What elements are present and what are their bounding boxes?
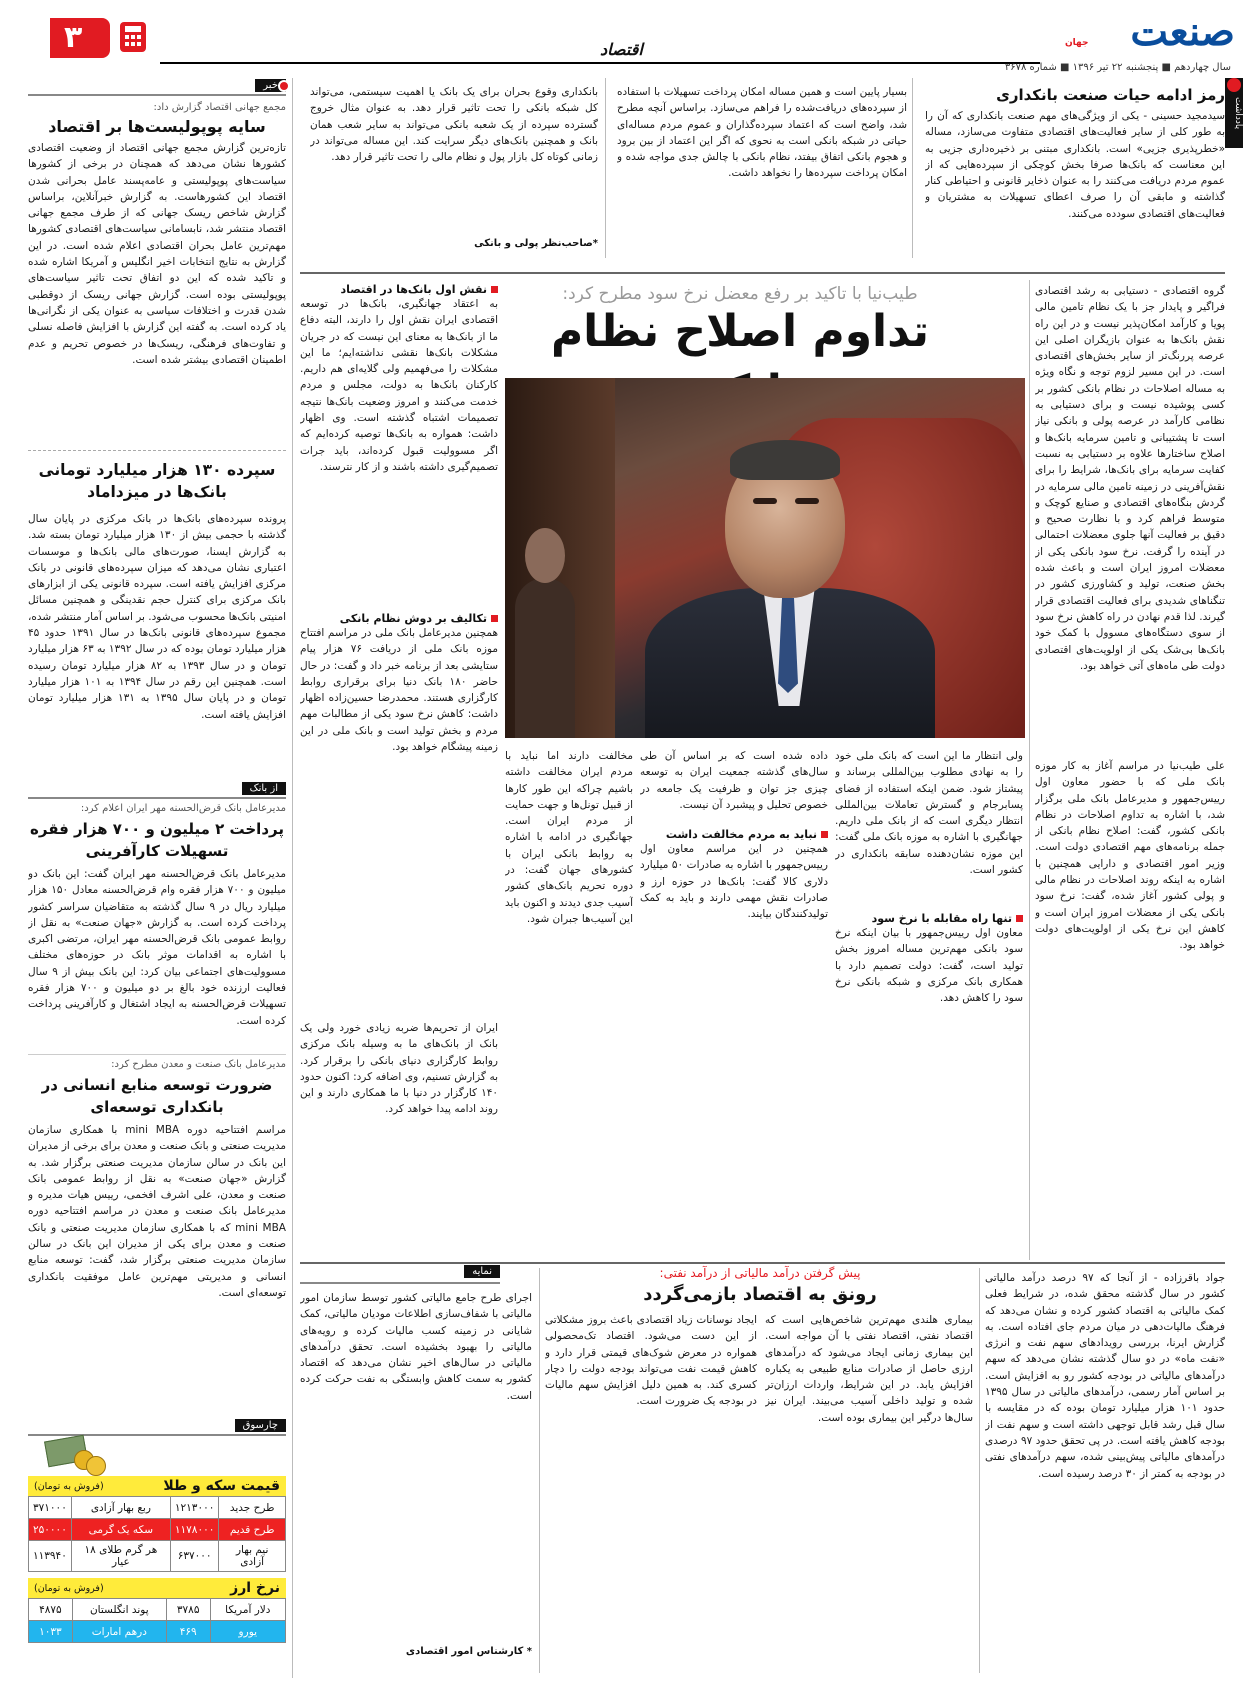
lead-col5-body: داده شده است که بر اساس آن طی سال‌های گذشته جمعیت ایران به توسعه چیزی جز توان و ظرفیت یک جامعه در خصوص تحلیل و پیشبرد آن نیست. xyxy=(640,750,828,811)
logo-sub: جهان xyxy=(1065,38,1089,48)
fx-row: دلار آمریکا ۳۷۸۵ پوند انگلستان ۴۸۷۵ xyxy=(29,1599,286,1621)
note-col-3 xyxy=(310,84,598,249)
bullet-square-icon xyxy=(1016,915,1023,922)
bottom-author: * کارشناس امور اقتصادی xyxy=(405,1646,532,1657)
note-tag-label: یادداشت xyxy=(1233,96,1243,130)
left-col-divider xyxy=(292,78,293,1678)
news-tag: خبر xyxy=(255,79,286,92)
masthead-rule xyxy=(160,62,1040,64)
lead-body-right: گروه اقتصادی - دستیابی به رشد اقتصادی فراگیر و پایدار جز با یک نظام تامین مالی پویا و کارآمد امکان‌پذیر نیست و در این راه نقش بانک‌ها به عنوان بازیگران اصلی این عرصه پررنگ‌تر از سایر بخش‌های اقتصادی است. در این مسیر لزوم توجه و نگاه ویژه به مساله اصلاحات در نظام بانکی کشور بر کسی پوشیده نیست و برای دستیابی به نظامی کارآمد در عرصه پولی و بانکی نیاز است تا پشتیبانی و تامین سرمایه بانک‌ها و اصلاح ساختارها علاوه بر دستیابی به نسبت کفایت سرمایه برای بانک‌ها، شرایط را برای نقش‌آفرینی در زمینه تامین مالی سرمایه در گردش بنگاه‌های اقتصادی و صنایع کوچک و متوسط فراهم کرد و با نظارت صحیح و دقیق بر فعالیت آنها جلوی معضلات احتمالی در آینده را گرفت. نرخ سود بانکی یکی از معضلات امروز ایران است و باعث شده بخش صنعت، تولید و کشاورزی کشور در تنگناهای شدیدی برای فعالیت اقتصادی قرار گیرند. لذا قدم نهادن در راه کاهش نرخ سود از سوی دستگاه‌های مسوول با کمک خود بانک‌ها بی‌شک یکی از اولویت‌های اقتصادی دولت طی ماه‌های آتی خواهد بود. xyxy=(1035,285,1225,672)
fx-unit: (فروش به تومان) xyxy=(34,1582,104,1594)
section-tag-bank xyxy=(28,781,286,799)
coins-title: قیمت سکه و طلا xyxy=(163,1478,280,1494)
coins-row: طرح قدیم ۱۱۷۸۰۰۰ سکه یک گرمی ۲۵۰۰۰۰ xyxy=(29,1519,286,1541)
coins-icon xyxy=(46,1432,110,1476)
lead-kicker: طیب‌نیا با تاکید بر رفع معضل نرخ سود مطرح کرد: xyxy=(562,284,918,304)
bullet-square-icon xyxy=(821,831,828,838)
lead-col3-body-1: به اعتقاد جهانگیری، بانک‌ها در توسعه اقتصادی ایران نقش اول را دارند، البته دفاع ما از بانک‌ها به معنای این نیست که در جریان مشکلات بانک‌ها نقشی نداشته‌ایم؛ ما این مشکلات را می‌فهمیم ولی گلایه‌ای هم داریم. کارکنان بانک‌ها به دولت، مجلس و مردم خدمت می‌کنند و امروز وضعیت بانک‌ها نتیجه تصمیمات اشتباه گذشته است. وی اظهار داشت: همواره به بانک‌ها توصیه کرده‌ایم که اگر مسوولیت قبول کرده‌اند، باید جرات تصمیم‌گیری داشته باشند و از کار نترسند. xyxy=(300,298,498,473)
lead-body-right-2: علی طیب‌نیا در مراسم آغاز به کار موزه بانک ملی که با حضور معاون اول رییس‌جمهور و مدیرعامل بانک ملی برگزار شد، با اشاره به تداوم اصلاحات در نظام بانکی کشور، گفت: اصلاح نظام بانکی از جمله برنامه‌های مهم اقتصادی دولت است. وزیر امور اقتصادی و دارایی همچنین با اشاره به اینکه روند اصلاحات در نظام مالی و پولی کشور آغاز شده، گفت: نرخ سود بانکی یکی از معضلات امروز ایران است و کاهش این نرخ یکی از اولویت‌های دولت خواهد بود. xyxy=(1035,760,1225,952)
masthead xyxy=(0,0,1253,73)
bullet-square-icon xyxy=(491,615,498,622)
logo xyxy=(1065,8,1235,58)
lead-col-7: ایران از تحریم‌ها ضربه زیادی خورد ولی یک بانک از بانک‌های ما به وسیله بانک مرکزی روابط کارگزاری دنیای بانکی را برقرار کرد. به گزارش تسنیم، وی اضافه کرد: اکنون حدود ۱۴۰ کارگزار در دنیا با ما همکاری دارند و این روند ادامه پیدا خواهد کرد. xyxy=(300,1022,498,1116)
article-mehr-kicker: مدیرعامل بانک قرض‌الحسنه مهر ایران اعلام کرد: xyxy=(80,803,286,814)
page-number-box xyxy=(50,18,110,58)
bottom-title: رونق به اقتصاد بازمی‌گردد xyxy=(643,1284,877,1305)
lead-title: تداوم اصلاح نظام xyxy=(550,306,930,357)
sub-heading xyxy=(300,612,498,625)
article-deposits-body: پرونده سپرده‌های بانک‌ها در بانک مرکزی در پایان سال گذشته با حجمی بیش از ۱۳۰ هزار میلیارد تومان بسته شد. به گزارش ایسنا، صورت‌های مالی بانک‌ها و موسسات اعتباری نشان می‌دهد که میزان سپرده‌های قانونی در بانک مرکزی افزایش یافته است. سپرده قانونی یکی از ابزارهای بانک مرکزی برای کنترل حجم نقدینگی و همچنین مسائل امنیتی بانک‌ها محسوب می‌شود. بر اساس آمار منتشر شده، مجموع سپرده‌های قانونی بانک‌ها در سال ۱۳۹۱ حدود ۴۵ هزار میلیارد تومان بوده که در سال ۱۳۹۲ به ۶۳ هزار میلیارد تومان و در سال ۱۳۹۳ به ۸۲ هزار میلیارد تومان رسیده است. همچنین این رقم در سال ۱۳۹۴ به ۱۰۱ هزار میلیارد تومان و در پایان سال ۱۳۹۵ به ۱۳۱ هزار میلیارد تومان افزایش یافته است. xyxy=(28,513,286,721)
article-mehr-body: مدیرعامل بانک قرض‌الحسنه مهر ایران گفت: این بانک دو میلیون و ۷۰۰ هزار فقره وام قرض‌الحسنه معادل ۱۵۰ هزار میلیارد ریال در ۹ سال گذشته به متقاضیان سراسر کشور پرداخت کرده است. به گزارش «جهان صنعت» به نقل از روابط عمومی بانک قرض‌الحسنه مهر ایران، مرتضی اکبری با اشاره به اقدامات موثر بانک در حوزه‌های مختلف مسوولیت‌های اجتماعی بیان کرد: این بانک بیش از ۹ سال فعالیت ارزنده خود بالغ بر دو میلیون و ۷۰۰ هزار فقره تسهیلات قرض‌الحسنه به ایجاد اشتغال و کارآفرینی پرداخت کرده است. xyxy=(28,868,286,1027)
market-box xyxy=(28,1418,286,1673)
lead-col-4b xyxy=(835,912,1023,1252)
article-kicker: مجمع جهانی اقتصاد گزارش داد: xyxy=(153,102,286,113)
red-dot-icon xyxy=(1227,78,1241,92)
sub-heading-text: نقش اول بانک‌ها در اقتصاد xyxy=(340,283,487,296)
note-col-1 xyxy=(925,78,1225,258)
lead-col4-body-2: معاون اول رییس‌جمهور با بیان اینکه نرخ سود بانکی مهم‌ترین مساله امروز بخش تولید است، گفت: دولت تصمیم دارد با همکاری بانک مرکزی و شبکه بانکی نرخ سود را کاهش دهد. xyxy=(835,927,1023,1005)
bottom-col-3: ایجاد نوسانات زیاد اقتصادی باعث بروز مشکلاتی از این دست می‌شود. اقتصاد تک‌محصولی همواره در معرض شوک‌های قیمتی قرار دارد و کاهش قیمت نفت می‌تواند بودجه دولت را دچار کسری کند. به همین دلیل افزایش سهم مالیات در بودجه یک ضرورت است. xyxy=(545,1314,757,1408)
sub-heading xyxy=(300,283,498,296)
bottom-divider xyxy=(539,1268,540,1673)
bottom-col-2: بیماری هلندی مهم‌ترین شاخص‌هایی است که اقتصاد نفتی، اقتصاد نفتی با آن مواجه است. این بیماری زمانی ایجاد می‌شود که درآمدهای ارزی حاصل از صادرات منابع طبیعی به یکباره افزایش یابد. در این شرایط، واردات ارزان‌تر شده و تولید داخلی آسیب می‌بیند. ایران نیز سال‌ها درگیر این بیماری بوده است. xyxy=(765,1314,973,1424)
article-mehr-title: پرداخت ۲ میلیون و ۷۰۰ هزار فقره تسهیلات کارآفرینی xyxy=(30,820,284,860)
article-body: تازه‌ترین گزارش مجمع جهانی اقتصاد از وضعیت اقتصادی کشورها نشان می‌دهد که همچنان در برخی از کشورها سیاست‌های پوپولیستی و عامه‌پسند عامل بحرانی شدن اقتصاد این کشورهاست. به گزارش خبرآنلاین، براساس گزارش شاخص ریسک جهانی که از طرف مجمع جهانی اقتصاد منتشر شد، نابسامانی سیاست‌های اقتصادی کشورها مهم‌ترین عامل بحران اقتصادی اعلام شده است. در این گزارش به نتایج انتخابات اخیر انگلیس و آمریکا اشاره شده و تاکید شده که این دو اتفاق تحت تاثیر سیاست‌های پوپولیستی بوده است. گزارش جهانی ریسک از دوقطبی شدن قدرت و اختلافات سیاسی به عنوان یکی از نگرانی‌ها یاد کرده است. به گفته این گزارش با افزایش فاصله نسلی و تفاوت‌های فرهنگی، ریسک‌ها در خصوص تحریم و عدم اطمینان اقتصادی بیشتر شده است. xyxy=(28,142,286,366)
bottom-kicker: پیش گرفتن درآمد مالیاتی از درآمد نفتی: xyxy=(659,1266,861,1280)
lead-col-4: ولی انتظار ما این است که بانک ملی خود را به نهادی مطلوب بین‌المللی برساند و پیشتاز شود. ضمن اینکه استفاده از فضای پسابرجام و گسترش تعاملات بین‌المللی انتظار دیگری است که از بانک ملی داریم. جهانگیری با اشاره به موزه بانک ملی گفت: این موزه نشان‌دهنده سابقه بانکداری در کشور است. xyxy=(835,750,1023,877)
fx-row: یورو ۴۶۹ درهم امارات ۱۰۳۳ xyxy=(29,1621,286,1643)
issue-info: سال چهاردهم ■ پنجشنبه ۲۲ تیر ۱۳۹۶ ■ شماره ۳۶۷۸ xyxy=(1004,62,1231,73)
article-populism xyxy=(28,96,286,430)
bottom-tag-box xyxy=(300,1264,500,1284)
bottom-divider xyxy=(979,1268,980,1673)
bank-tag: از بانک xyxy=(242,782,286,795)
lead-col-6: مخالفت دارند اما نباید با مردم ایران مخالفت داشته باشیم چراکه این طور کارها از قبیل تونل‌ها و جهت حمایت از مردم ایران است. جهانگیری در ادامه با اشاره به روابط بانکی ایران با کشورهای جهان گفت: در دوره تحریم بانک‌های کشور آسیب جدی دیدند و اکنون باید این آسیب‌ها جبران شود. xyxy=(505,750,633,925)
red-dot-icon xyxy=(278,80,290,92)
calculator-icon xyxy=(120,22,146,52)
sub-heading-text: تنها راه مقابله با نرخ سود xyxy=(871,912,1012,925)
coins-unit: (فروش به تومان) xyxy=(34,1480,104,1492)
article-title: سایه پوپولیست‌ها بر اقتصاد xyxy=(48,117,266,136)
page-number: ۳ xyxy=(64,20,83,55)
fx-table xyxy=(28,1598,286,1643)
lead-photo xyxy=(505,378,1025,738)
sub-heading-text: نباید به مردم مخالفت داشت xyxy=(665,828,817,841)
coins-header xyxy=(28,1476,286,1496)
bullet-square-icon xyxy=(491,286,498,293)
note-bottom-rule xyxy=(300,272,1225,274)
bottom-col-1: جواد باقرزاده - از آنجا که ۹۷ درصد درآمد مالیاتی کشور در سال گذشته محقق شده، در شرایط فعلی کمک مالیاتی به اقتصاد کشور کرده و نشان می‌دهد که فرهنگ مالیات‌دهی در میان مردم جای افتاده است. به گزارش ایرنا، بررسی رویدادهای سهم نفت و انرژی «نفت ماه» در دو سال گذشته نشان می‌دهد که سهم درآمدهای مالیاتی در بودجه کشور رو به افزایش است. بر اساس آمار رسمی، درآمدهای مالیاتی در سال ۱۳۹۵ حدود ۱۰۱ هزار میلیارد تومان بوده که در مقایسه با سال قبل رشد قابل توجهی داشته است و سهم نفت از بودجه کاهش یافته است. در پی تحقق حدود ۹۷ درصدی درآمدهای مالیاتی پیش‌بینی شده، سهم درآمدهای نفتی در بودجه به کمتر از ۳۰ درصد رسیده است. xyxy=(985,1272,1225,1480)
note-divider xyxy=(605,78,606,258)
note-section xyxy=(300,78,1243,268)
note-divider xyxy=(912,78,913,258)
section-tag-news xyxy=(28,78,286,96)
article-sanat-body: مراسم افتتاحیه دوره mini MBA با همکاری سازمان مدیریت صنعتی و بانک صنعت و معدن برای برخی از مدیران این بانک در سالن سازمان مدیریت صنعتی برگزار شد. به گزارش «جهان صنعت» به نقل از روابط عمومی بانک صنعت و معدن، علی اشرف افخمی، رییس هیات مدیره و مدیرعامل بانک صنعت و معدن در مراسم افتتاحیه دوره mini MBA که با همکاری سازمان مدیریت صنعتی و بانک صنعت و معدن برای یکی از مدیران این بانک در سالن سازمان مدیریت صنعتی برگزار شد، گفت: توسعه منابع انسانی و مدیریتی مهم‌ترین عامل موفقیت بانکداری توسعه‌ای است. xyxy=(28,1124,286,1299)
bottom-col-4 xyxy=(300,1290,532,1675)
bottom-col4-body: اجرای طرح جامع مالیاتی کشور توسط سازمان امور مالیاتی با شفاف‌سازی اطلاعات مودیان مالیاتی، کمک شایانی در زمینه کسب مالیات کرده و رویه‌های مالیاتی را بهبود بخشیده است. تحقق درآمدهای مالیاتی در سال‌های اخیر نشان می‌دهد که اقتصاد کشور به سمت کاهش وابستگی به نفت حرکت کرده است. xyxy=(300,1292,532,1402)
section-name: اقتصاد xyxy=(600,40,643,59)
note-author: *صاحب‌نظر پولی و بانکی xyxy=(474,238,598,249)
lead-col-5 xyxy=(640,748,828,1253)
coins-table xyxy=(28,1496,286,1572)
market-tag: چارسوق xyxy=(235,1419,286,1432)
note-body-3: بانکداری وقوع بحران برای یک بانک یا اهمیت سیستمی، می‌تواند کل شبکه بانکی را تحت تاثیر قرار دهد. به عنوان مثال خروج گسترده سپرده از یک شعبه بانکی می‌تواند به سایر شعب همان بانک و همچنین بانک‌های دیگر سرایت کند. این مساله می‌تواند در زمانی کوتاه کل بازار پول و نظام مالی را تحت تاثیر قرار دهد. xyxy=(310,86,598,164)
coins-row: طرح جدید ۱۲۱۳۰۰۰ ربع بهار آزادی ۳۷۱۰۰۰ xyxy=(29,1497,286,1519)
coins-row: نیم بهار آزادی ۶۳۷۰۰۰ هر گرم طلای ۱۸ عیار ۱۱۳۹۴۰ xyxy=(29,1541,286,1572)
article-sanat-kicker: مدیرعامل بانک صنعت و معدن مطرح کرد: xyxy=(28,1054,286,1070)
lead-col-3 xyxy=(300,283,498,1013)
sub-heading xyxy=(640,828,828,841)
logo-text: صنعت xyxy=(1130,8,1235,55)
note-body-2: بسیار پایین است و همین مساله امکان پرداخت تسهیلات با استفاده از سپرده‌های دریافت‌شده را فراهم می‌سازد. براساس آنچه مطرح شد، واضح است که اعتماد سپرده‌گذاران و عموم مردم مساله‌ای حیاتی در شبکه بانکی است به نحوی که اگر این اعتماد از بین برود و هجوم بانکی اتفاق بیفتد، نظام بانکی با چالش جدی مواجه شده و امکان پرداخت سپرده‌ها را نخواهد داشت. xyxy=(617,86,907,180)
lead-col3-body-2: همچنین مدیرعامل بانک ملی در مراسم افتتاح موزه بانک ملی از دریافت ۷۶ هزار پیام ستایشی بعد از برنامه خبر داد و گفت: در حال حاضر ۱۸۰ بانک دنیا برای برقراری روابط کارگزاری هستند. محمدرضا حسین‌زاده اظهار داشت: کاهش نرخ سود یکی از مطالبات مهم مردم و بخش تولید است و بانک ملی در این زمینه پیشگام خواهد بود. xyxy=(300,627,498,754)
bottom-tag: نمایه xyxy=(464,1265,500,1278)
lead-col5-body-2: همچنین در این مراسم معاون اول رییس‌جمهور با اشاره به صادرات ۵۰ میلیارد دلاری کالا گفت: بانک‌ها در حوزه ارز و صادرات نقش مهمی دارند و باید به کمک تولیدکنندگان بیایند. xyxy=(640,843,828,921)
lead-divider xyxy=(1029,280,1030,1260)
note-body-1: سیدمجید حسینی - یکی از ویژگی‌های مهم صنعت بانکداری که آن را به طور کلی از سایر فعالیت‌های اقتصادی متفاوت می‌سازد، مساله «خطرپذیری جزیی» است. بانکداری مبتنی بر ذخیره‌داری جزیی به این معناست که بانک‌ها صرفا بخش کوچکی از سپرده‌هایی که از عموم مردم دریافت می‌کنند را به عنوان ذخایر قانونی و احتیاطی کنار گذاشته و مابقی آن را صرف اعطای تسهیلات به مشتریان و فعالیت‌های اقتصادی سودده می‌کنند. xyxy=(925,110,1225,220)
article-sanat-title: ضرورت توسعه منابع انسانی در بانکداری توسعه‌ای xyxy=(41,1076,273,1116)
article-deposits-title: سپرده ۱۳۰ هزار میلیارد تومانی بانک‌ها در میزداماد xyxy=(28,450,286,503)
sub-heading-text: تکالیف بر دوش نظام بانکی xyxy=(339,612,487,625)
fx-header xyxy=(28,1578,286,1598)
fx-title: نرخ ارز xyxy=(230,1580,280,1596)
note-title: رمز ادامه حیات صنعت بانکداری xyxy=(996,86,1225,104)
sub-heading xyxy=(835,912,1023,925)
